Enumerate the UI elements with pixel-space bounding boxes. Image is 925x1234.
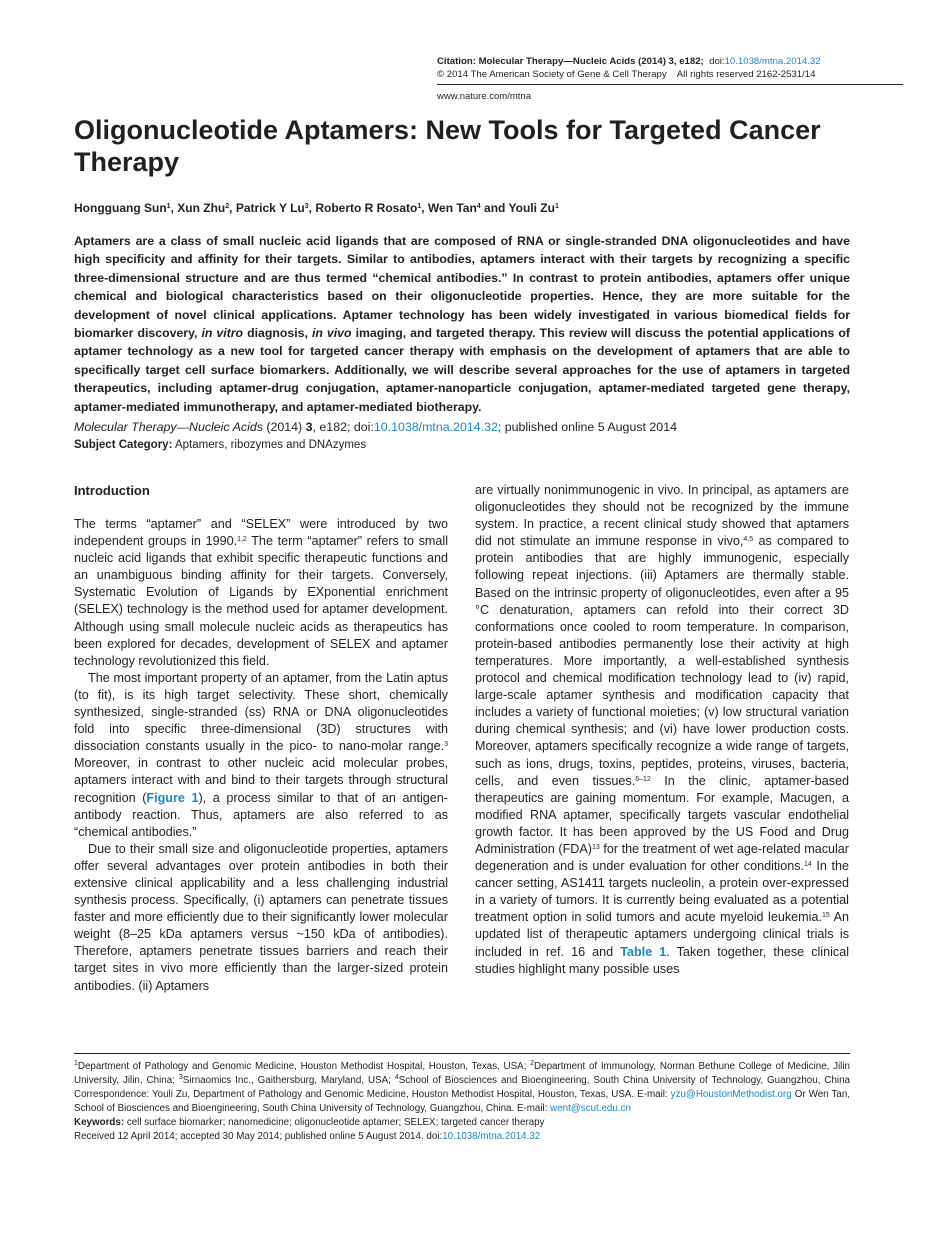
paper-title: Oligonucleotide Aptamers: New Tools for Targeted Cancer Therapy (74, 115, 821, 177)
intro-p1-text-cont: The term “aptamer” refers to small nucleic acid ligands that exhibit specific therapeutic functions and an unambiguous binding affinity for their targets. Conversely, Systematic Evolution of Ligands by EXponential enrichment (SELEX) technology is the method used for aptamer development. Although using small molecule nucleic acids as therapeutics has been explored for decades, development of SELEX and aptamer technology revolutionized this field. (74, 534, 449, 668)
section-heading-introduction: Introduction (74, 483, 150, 498)
journal-doi-link[interactable]: 10.1038/mtna.2014.32 (373, 420, 498, 434)
body-column-left (74, 482, 448, 995)
author-separator: , (229, 201, 236, 215)
affiliations (74, 1060, 850, 1116)
affiliation-marker: 4 (394, 1074, 399, 1081)
author-name: Roberto R Rosato (315, 201, 418, 215)
journal-article: , e182; doi: (312, 420, 374, 434)
journal-published: ; published online 5 August 2014 (497, 420, 677, 434)
intro-p1-text: The terms “aptamer” and “SELEX” were introduced by two independent groups in 1990. (74, 517, 448, 549)
abstract-italic-in-vitro: in vitro (201, 326, 244, 341)
right-text-g: . Taken together, these clinical studies highlight many possible uses (475, 944, 849, 976)
citation-ref: 6–12 (635, 775, 651, 783)
author-affiliation-marker: 1 (166, 203, 171, 210)
author-separator-and: and (480, 201, 509, 215)
author-list (74, 201, 559, 215)
citation-ref: 15 (821, 912, 830, 920)
citation-ref: 1,2 (237, 536, 247, 544)
intro-paragraph-2 (74, 670, 448, 841)
header-divider (437, 84, 903, 85)
abstract (74, 232, 850, 416)
abstract-text-1: Aptamers are a class of small nucleic acid ligands that are composed of RNA or single-stranded DNA oligonucleotides and have high specificity and affinity for their targets. Similar to antibodies, aptamers interact with their targets by recognizing a specific three-dimensional structure and are thus termed “chemical antibodies.” In contrast to protein antibodies, aptamers offer unique chemical and biological characteristics based on their oligonucleotide properties. Hence, they are more suitable for the development of novel clinical applications. Aptamer technology has been widely investigated in various biomedical fields for biomarker discovery, (74, 234, 850, 341)
journal-name: Molecular Therapy—Nucleic Acids (74, 420, 263, 434)
author-affiliation-marker: 1 (417, 203, 422, 210)
citation-ref: 3 (444, 741, 448, 749)
abstract-text-2: diagnosis, (243, 326, 312, 341)
subject-category (74, 437, 366, 453)
affiliation-marker: 1 (74, 1060, 78, 1067)
footnote-divider (74, 1053, 850, 1054)
journal-site-url[interactable]: www.nature.com/mtna (437, 91, 531, 102)
email-link-yzu[interactable]: yzu@HoustonMethodist.org (670, 1089, 792, 1100)
author-affiliation-marker: 2 (225, 203, 230, 210)
affiliation-4-correspondence: School of Biosciences and Bioengineering, South China University of Technology, Guangzhou, China Correspondence: Youli Zu, Department of Pathology and Genomic Medicine, Houston Methodist Hospital, Houston, Texas, USA. E-mail: (74, 1075, 850, 1100)
affiliation-marker: 3 (178, 1074, 183, 1081)
body-column-right (475, 482, 849, 978)
author-name: Hongguang Sun (74, 201, 167, 215)
right-text-c: In the clinic, aptamer-based therapeutics are gaining momentum. For example, Macugen, a modified RNA aptamer, specifically targets vascular endothelial growth factor. It has been approved by the US Food and Drug Administration (FDA) (475, 773, 849, 856)
citation-block (437, 55, 897, 81)
footnotes (74, 1060, 850, 1144)
author-name: Patrick Y Lu (235, 201, 305, 215)
affiliation-3: Sirnaomics Inc., Gaithersburg, Maryland, USA; (182, 1075, 395, 1086)
journal-year: (2014) (262, 420, 306, 434)
received-text: Received 12 April 2014; accepted 30 May 2014; published online 5 August 2014. doi: (74, 1131, 443, 1142)
citation-doi-link[interactable]: 10.1038/mtna.2014.32 (724, 56, 821, 67)
citation-ref: 14 (804, 861, 812, 869)
right-text-a: are virtually nonimmunogenic in vivo. In principal, as aptamers are oligonucleotides they should not be recognized by the immune system. In practice, a recent clinical study showed that aptamers did not stimulate an immune response in vivo, (475, 483, 849, 549)
affiliation-1: Department of Pathology and Genomic Medicine, Houston Methodist Hospital, Houston, Texas, USA; (77, 1061, 531, 1072)
author-affiliation-marker: 1 (554, 203, 559, 210)
table-1-link[interactable]: Table 1 (620, 944, 667, 959)
keywords-label: Keywords: (74, 1117, 125, 1128)
intro-paragraph-1 (74, 516, 448, 670)
received-line (74, 1130, 850, 1144)
intro-p2-text-cont: Moreover, in contrast to other nucleic acid molecular probes, aptamers interact with and bind to their targets through structural recognition ( (74, 756, 448, 805)
author-separator: , (421, 201, 428, 215)
author-separator: , (308, 201, 316, 215)
keywords-value: cell surface biomarker; nanomedicine; oligonucleotide aptamer; SELEX; targeted cancer therapy (124, 1117, 545, 1128)
intro-p2-text: The most important property of an aptamer, from the Latin aptus (to fit), is its high target selectivity. These short, chemically synthesized, single-stranded (ss) RNA or DNA oligonucleotides fold into specific three-dimensional (3D) structures with dissociation constants usually in the pico- to nano-molar range. (74, 670, 448, 754)
subject-label: Subject Category: (74, 439, 173, 451)
footnote-doi-link[interactable]: 10.1038/mtna.2014.32 (442, 1131, 541, 1142)
author-affiliation-marker: 4 (476, 203, 481, 210)
subject-value: Aptamers, ribozymes and DNAzymes (172, 439, 367, 451)
right-text-e: In the cancer setting, AS1411 targets nucleolin, a protein over-expressed in a variety of tumors. It is currently being evaluated as a potential treatment option in solid tumors and acute myeloid leukemia. (475, 859, 849, 925)
citation-label: Citation: Molecular Therapy—Nucleic Acids (2014) 3, e182; (437, 56, 704, 67)
journal-volume: 3 (305, 420, 313, 434)
author-affiliation-marker: 3 (304, 203, 309, 210)
journal-citation-line (74, 418, 850, 436)
citation-ref: 4,5 (743, 536, 754, 544)
author-separator: , (170, 201, 178, 215)
author-name: Xun Zhu (177, 201, 226, 215)
abstract-text-3: imaging, and targeted therapy. This review will discuss the potential applications of aptamer technology as a new tool for targeted cancer therapy with emphasis on the development of aptamers that are able to specifically target cell surface biomarkers. Additionally, we will describe several approaches for the use of aptamers in targeted therapeutics, including aptamer-drug conjugation, aptamer-nanoparticle conjugation, aptamer-mediated targeted gene therapy, aptamer-mediated immunotherapy, and aptamer-mediated biotherapy. (74, 326, 850, 414)
intro-paragraph-3-continued (475, 482, 849, 978)
copyright-text: © 2014 The American Society of Gene & Cell Therapy (437, 69, 667, 80)
right-text-b: as compared to protein antibodies that are highly immunogenic, especially following repeat injections. (iii) Aptamers are thermally stable. Based on the intrinsic property of oligonucleotides, even after a 95 °C denaturation, aptamers can refold into their correct 3D conformations once cooled to room temperature. In comparison, protein-based antibodies permanently lose their activity at high temperatures. More importantly, a well-established synthesis protocol and chemical modification technology lead to (iv) rapid, large-scale aptamer synthesis and modification capacity that includes a variety of functional moieties; (v) low structural variation during chemical synthesis; and (vi) have lower production costs. Moreover, aptamers specifically recognize a wide range of targets, such as ions, drugs, toxins, peptides, proteins, viruses, bacteria, cells, and even tissues. (475, 534, 849, 788)
abstract-italic-in-vivo: in vivo (311, 326, 352, 341)
author-name: Wen Tan (427, 201, 477, 215)
author-name: Youli Zu (508, 201, 555, 215)
right-text-f: An updated list of therapeutic aptamers undergoing clinical trials is included in ref. 16 and (475, 910, 849, 959)
rights-text: All rights reserved 2162-2531/14 (676, 69, 816, 80)
affiliation-2: Department of Immunology, Norman Bethune College of Medicine, Jilin University, Jilin, China; (74, 1061, 850, 1086)
intro-p2-text-end: ), a process similar to that of an antigen-antibody reaction. Thus, aptamers are also referred to as “chemical antibodies.” (74, 790, 448, 839)
right-text-d: for the treatment of wet age-related macular degeneration and is under evaluation for other conditions. (475, 841, 850, 874)
citation-doi-prefix: doi: (709, 56, 725, 67)
affiliation-marker: 2 (530, 1060, 535, 1067)
keywords-line (74, 1116, 850, 1130)
email-link-went[interactable]: went@scut.edu.cn (550, 1103, 631, 1114)
citation-ref: 13 (591, 843, 600, 851)
intro-paragraph-3: Due to their small size and oligonucleotide properties, aptamers offer several advantages over protein antibodies in both their extensive clinical applicability and a less challenging industrial synthesis process. Specifically, (i) aptamers can penetrate tissues faster and more efficiently due to their significantly lower molecular weight (8–25 kDa aptamers versus ~150 kDa of antibodies). Therefore, aptamers penetrate tissues barriers and reach their target sites in vivo more efficiently than the larger-sized protein antibodies. (ii) Aptamers (74, 841, 448, 993)
correspondence-tan: Or Wen Tan, School of Biosciences and Bioengineering, South China University of Technology, Guangzhou, China. E-mail: (74, 1089, 850, 1114)
figure-1-link[interactable]: Figure 1 (146, 790, 199, 805)
